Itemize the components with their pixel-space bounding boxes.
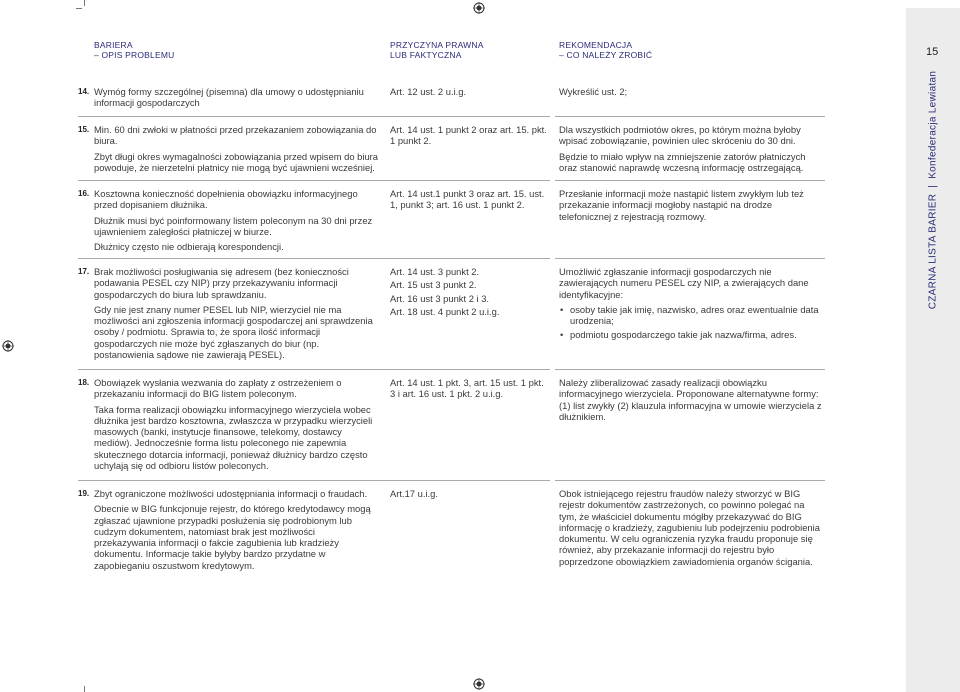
row-divider bbox=[78, 258, 550, 259]
problem-text: Dłużnik musi być poinformowany listem poleconym na 30 dni przez ujawnieniem zaległości płatniczej w biurze. bbox=[94, 214, 373, 237]
header-recommendation: REKOMENDACJA – CO NALEŻY ZROBIĆ bbox=[559, 40, 653, 60]
row-divider bbox=[78, 180, 550, 181]
problem-text: Gdy nie jest znany numer PESEL lub NIP, wierzyciel nie ma możliwości ani zgłoszenia informacji gospodarczej ani sprawdzenia osoby / podmiotu. Sprawia to, że spora ilość informacji gospodarczych nie może być zgłaszanych do biur (np. postanowienia sądowe nie zawierają PESEL). bbox=[94, 303, 373, 361]
recommendation-text: Dla wszystkich podmiotów okres, po którym można byłoby wpisać zobowiązanie, powinien ulec skróceniu do 30 dni. bbox=[559, 124, 801, 147]
legal-cause-text: Art. 12 ust. 2 u.i.g. bbox=[390, 86, 467, 97]
sidebar-band bbox=[906, 8, 960, 692]
legal-cause-cell bbox=[390, 188, 550, 215]
row-number: 19. bbox=[78, 489, 90, 498]
legal-cause-cell bbox=[390, 86, 550, 101]
sidebar-separator: | bbox=[927, 184, 939, 188]
row-divider bbox=[78, 116, 550, 117]
organization-name: Konfederacja Lewiatan bbox=[927, 70, 939, 179]
problem-text: Dłużnicy często nie odbierają korespondencji. bbox=[94, 241, 284, 253]
legal-cause-cell bbox=[390, 488, 550, 503]
problem-text: Zbyt ograniczone możliwości udostępniania informacji o fraudach. bbox=[94, 488, 368, 499]
problem-text: Min. 60 dni zwłoki w płatności przed przekazaniem zobowiązania do biura. bbox=[94, 124, 377, 147]
problem-cell bbox=[94, 86, 379, 113]
row-divider bbox=[78, 480, 550, 481]
header-problem: BARIERA – OPIS PROBLEMU bbox=[94, 40, 175, 60]
row-divider bbox=[555, 180, 825, 181]
problem-text: Taka forma realizacji obowiązku informacyjnego wierzyciela wobec dłużnika jest bardzo kosztowna, zwłaszcza w przypadku wierzycieli masowych (banki, instytucje finansowe, telekomy, dostawcy mediów). Jednocześnie forma listu poleconego nie zapewnia skutecznego dotarcia informacji, ponieważ dłużnicy bardzo często uchylają się od odbioru listów poleconych. bbox=[94, 403, 373, 472]
registration-mark-left-icon bbox=[2, 340, 14, 352]
problem-text: Zbyt długi okres wymagalności zobowiązania przed wpisem do biura powoduje, że nierzetelni płatnicy nie mogą być ujawnieni wcześniej. bbox=[94, 150, 378, 173]
recommendation-list-item: • podmiotu gospodarczego takie jak nazwa/firma, adres. bbox=[570, 329, 824, 340]
problem-cell bbox=[94, 377, 379, 475]
legal-cause-text: Art. 14 ust. 1 pkt. 3, art. 15 ust. 1 pkt. 3 i art. 16 ust. 1 pkt. 2 u.i.g. bbox=[390, 377, 544, 400]
problem-cell bbox=[94, 266, 379, 364]
row-divider bbox=[555, 480, 825, 481]
page-number: 15 bbox=[926, 46, 939, 58]
problem-text: Kosztowna konieczność dopełnienia obowiązku informacyjnego przed dopisaniem dłużnika. bbox=[94, 188, 358, 211]
row-divider bbox=[78, 369, 550, 370]
row-divider bbox=[555, 116, 825, 117]
crop-mark bbox=[84, 686, 85, 692]
legal-cause-text: Art. 18 ust. 4 punkt 2 u.i.g. bbox=[390, 305, 500, 317]
row-number: 16. bbox=[78, 189, 90, 198]
recommendation-cell bbox=[559, 377, 824, 426]
problem-cell bbox=[94, 488, 379, 575]
row-divider bbox=[555, 369, 825, 370]
legal-cause-cell bbox=[390, 124, 550, 151]
header-cause: PRZYCZYNA PRAWNA LUB FAKTYCZNA bbox=[390, 40, 484, 60]
recommendation-text: Należy zliberalizować zasady realizacji obowiązku informacyjnego wierzyciela. Proponowane alternatywne formy: (1) list zwykły (2) klauzula informacyjna w umowie wierzyciela z dłużnikiem. bbox=[559, 377, 822, 422]
legal-cause-text: Art. 16 ust 3 punkt 2 i 3. bbox=[390, 292, 490, 304]
row-divider bbox=[555, 258, 825, 259]
problem-text: Obecnie w BIG funkcjonuje rejestr, do którego kredytodawcy mogą zgłaszać ujawnione przypadki posłużenia się podrobionym lub cudzym dokumentem, natomiast brak jest możliwości przekazywania informacji o fakcie zagubienia lub kradzieży dokumentu. Informacje takie byłyby bardzo przydatne w zapobieganiu oszustwom kredytowym. bbox=[94, 503, 371, 571]
problem-text: Obowiązek wysłania wezwania do zapłaty z ostrzeżeniem o przekazaniu informacji do BIG listem poleconym. bbox=[94, 377, 342, 400]
problem-text: Brak możliwości posługiwania się adresem (bez konieczności podawania PESEL czy NIP) przy przekazywaniu informacji gospodarczych do biura lub sprawdzaniu. bbox=[94, 266, 349, 300]
recommendation-list-item: • osoby takie jak imię, nazwisko, adres oraz ewentualnie data urodzenia; bbox=[570, 304, 824, 327]
legal-cause-cell bbox=[390, 377, 550, 404]
crop-mark bbox=[76, 8, 82, 9]
problem-cell bbox=[94, 124, 379, 177]
legal-cause-text: Art. 15 ust 3 punkt 2. bbox=[390, 279, 477, 291]
legal-cause-text: Art.17 u.i.g. bbox=[390, 488, 438, 499]
row-number: 17. bbox=[78, 267, 90, 276]
problem-text: Wymóg formy szczególnej (pisemna) dla umowy o udostępnianiu informacji gospodarczych bbox=[94, 86, 364, 109]
legal-cause-text: Art. 14 ust.1 punkt 3 oraz art. 15. ust. 1, punkt 3; art. 16 ust. 1 punkt 2. bbox=[390, 188, 545, 211]
recommendation-cell bbox=[559, 124, 824, 177]
crop-mark bbox=[84, 0, 85, 6]
recommendation-list bbox=[559, 304, 824, 341]
registration-mark-bottom-icon bbox=[473, 678, 485, 690]
recommendation-cell bbox=[559, 488, 824, 571]
publication-title: CZARNA LISTA BARIER bbox=[927, 193, 939, 310]
recommendation-text: Będzie to miało wpływ na zmniejszenie zatorów płatniczych oraz stanowić naprawdę wczesną informację ostrzegającą. bbox=[559, 150, 806, 173]
legal-cause-text: Art. 14 ust. 3 punkt 2. bbox=[390, 266, 480, 277]
recommendation-text: Umożliwić zgłaszanie informacji gospodarczych nie zawierających numeru PESEL czy NIP, a zwierających dane identyfikacyjne: bbox=[559, 266, 809, 300]
recommendation-cell bbox=[559, 86, 824, 101]
recommendation-text: Wykreślić ust. 2; bbox=[559, 86, 628, 97]
recommendation-text: Obok istniejącego rejestru fraudów należy stworzyć w BIG rejestr dokumentów zastrzeżonych, co powinno polegać na tym, że właściciel dokumentu mógłby przekazywać do BIG informację o kradzieży, zagubieniu lub podejrzeniu podrobienia dokumentu. W celu ograniczenia ryzyka fraudu proponuje się również, aby przekazanie informacji do rejestru było poprzedzone obowiązkiem zawiadomienia organów ścigania. bbox=[559, 488, 820, 567]
legal-cause-text: Art. 14 ust. 1 punkt 2 oraz art. 15. pkt. 1 punkt 2. bbox=[390, 124, 547, 147]
sidebar-title bbox=[928, 71, 939, 310]
row-number: 18. bbox=[78, 378, 90, 387]
problem-cell bbox=[94, 188, 379, 256]
recommendation-cell bbox=[559, 266, 824, 344]
row-number: 15. bbox=[78, 125, 90, 134]
recommendation-cell bbox=[559, 188, 824, 226]
legal-cause-cell bbox=[390, 266, 550, 319]
row-number: 14. bbox=[78, 87, 90, 96]
registration-mark-top-icon bbox=[473, 2, 485, 14]
recommendation-text: Przesłanie informacji może nastąpić listem zwykłym lub też przekazanie informacji mogłoby nastąpić na drodze telefonicznej z rejestracją rozmowy. bbox=[559, 188, 804, 222]
